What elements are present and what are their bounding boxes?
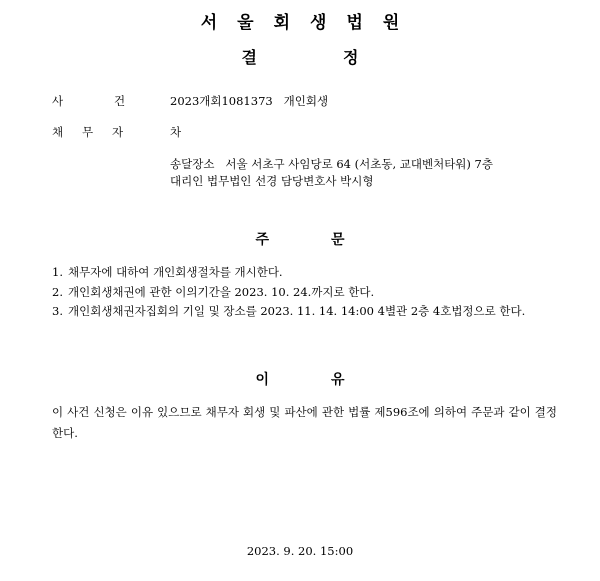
debtor-name: 차 — [170, 125, 182, 139]
order-item-number: 3. — [52, 304, 63, 318]
order-heading-char: 주 — [255, 232, 269, 248]
debtor-label-char: 무 — [82, 125, 94, 139]
court-name — [0, 8, 600, 33]
service-address-line: 송달장소 서울 서초구 사임당로 64 (서초동, 교대벤처타워) 7층 — [170, 157, 493, 171]
court-name-char: 원 — [382, 13, 400, 33]
debtor-label — [52, 124, 170, 140]
order-item-text: 개인회생채권에 관한 이의기간을 2023. 10. 24.까지로 한다. — [68, 284, 375, 299]
reason-heading-char: 이 — [255, 372, 269, 388]
order-item-number: 2. — [52, 284, 63, 299]
court-name-char: 회 — [273, 13, 290, 33]
order-item — [52, 302, 562, 322]
case-label — [52, 93, 170, 109]
court-name-char: 서 — [200, 13, 218, 33]
case-label-char: 건 — [114, 94, 126, 108]
debtor-row — [52, 124, 181, 140]
reason-heading — [0, 369, 600, 389]
reason-text: 이 사건 신청은 이유 있으므로 채무자 회생 및 파산에 관한 법률 제596조에 의하여 주문과 같이 결정한다. — [52, 405, 557, 440]
order-item — [52, 283, 562, 303]
attorney-line: 대리인 법무법인 선경 담당변호사 박시형 — [170, 174, 374, 188]
document-type-char: 정 — [343, 48, 359, 67]
document-type-title — [0, 45, 600, 68]
case-label-char: 사 — [52, 94, 64, 108]
debtor-label-char: 채 — [52, 125, 64, 139]
order-item-text: 개인회생채권자집회의 기일 및 장소를 2023. 11. 14. 14:00 4별관 2층 4호법정으로 한다. — [68, 304, 526, 318]
decision-date: 2023. 9. 20. 15:00 — [246, 544, 354, 558]
debtor-label-char: 자 — [112, 125, 124, 139]
order-item — [52, 263, 562, 283]
order-list — [52, 263, 562, 322]
case-row — [52, 93, 328, 109]
order-heading — [0, 229, 600, 249]
order-item-text: 채무자에 대하여 개인회생절차를 개시한다. — [68, 265, 283, 279]
document-type-char: 결 — [241, 48, 257, 67]
court-name-char: 울 — [237, 13, 254, 33]
order-heading-char: 문 — [331, 232, 345, 248]
reason-heading-char: 유 — [331, 372, 345, 388]
court-name-char: 법 — [346, 13, 363, 33]
debtor-service-address — [170, 156, 493, 190]
court-name-char: 생 — [310, 13, 327, 33]
order-item-number: 1. — [52, 265, 63, 279]
case-number: 2023개회1081373 개인회생 — [170, 94, 329, 108]
